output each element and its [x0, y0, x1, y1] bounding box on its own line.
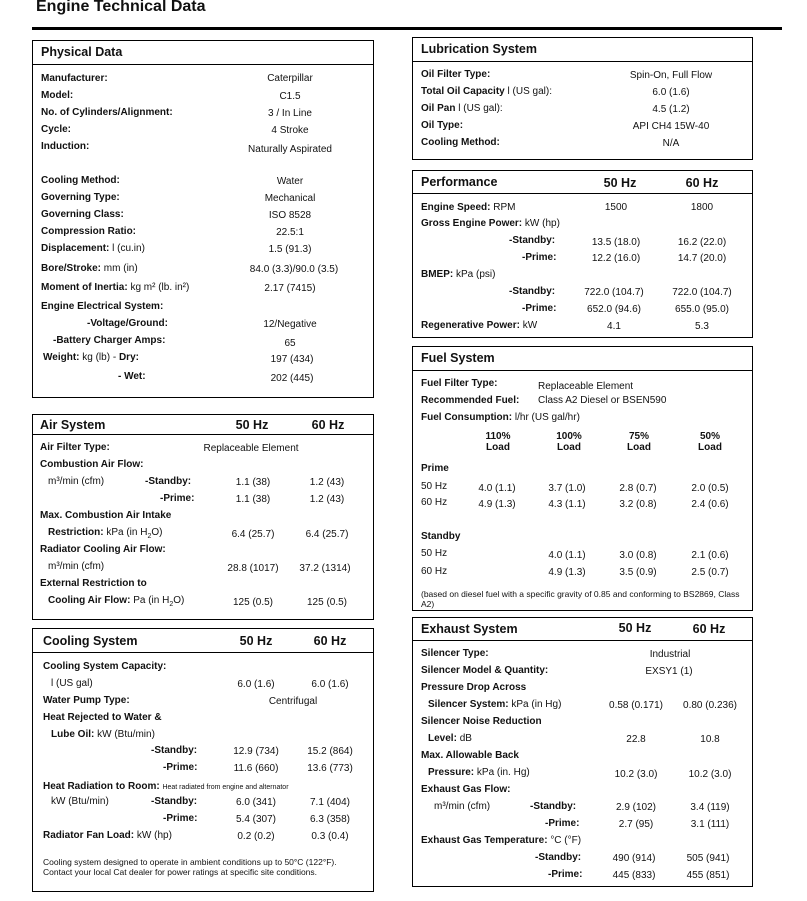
cooling-capacity-label: Cooling System Capacity: — [43, 661, 167, 672]
heat-radiation-unit: kW (Btu/min) — [51, 796, 109, 807]
voltage-ground-value: 12/Negative — [263, 319, 317, 330]
weight-wet-label: - Wet: — [118, 371, 146, 382]
fan-load-label: Radiator Fan Load: kW (hp) — [43, 830, 172, 841]
oil-type-label: Oil Type: — [421, 120, 464, 131]
cycle-label: Cycle: — [41, 124, 72, 135]
temp-prime-label: -Prime: — [548, 869, 583, 880]
fuel-prime-50-75: 2.8 (0.7) — [619, 483, 657, 494]
fuel-prime-label: Prime — [421, 463, 449, 474]
cooling-method-value: Water — [276, 176, 304, 187]
fuel-standby-50-100: 4.0 (1.1) — [548, 550, 586, 561]
engine-speed-50: 1500 — [604, 202, 628, 213]
load-110-label: Load — [486, 442, 510, 453]
page-title: Engine Technical Data — [36, 0, 206, 15]
pressure-drop-label: Pressure Drop Across — [421, 682, 527, 693]
compression-ratio-value: 22.5:1 — [276, 227, 304, 238]
air-filter-label: Air Filter Type: — [40, 442, 110, 453]
max-back-pressure-label: Max. Allowable Back — [421, 750, 519, 761]
radiation-prime-label: -Prime: — [163, 813, 198, 824]
fuel-prime-60hz-label: 60 Hz — [421, 497, 448, 508]
silencer-system-label: Silencer System: kPa (in Hg) — [428, 699, 562, 710]
radiation-standby-50: 6.0 (341) — [235, 797, 277, 808]
exhaust-header-line — [412, 640, 753, 641]
air-standby-label: -Standby: — [145, 476, 192, 487]
perf-60hz-header: 60 Hz — [685, 176, 719, 190]
cooling-note: Cooling system designed to operate in ambient conditions up to 50°C (122°F). Contact your local Cat dealer for power ratings at specific site conditions. — [43, 857, 337, 877]
heat-standby-50: 12.9 (734) — [233, 746, 279, 757]
fuel-standby-label: Standby — [421, 531, 461, 542]
noise-level-60: 10.8 — [700, 734, 720, 745]
heat-prime-label: -Prime: — [163, 762, 198, 773]
load-50-label: Load — [698, 442, 722, 453]
fuel-prime-50hz-label: 50 Hz — [421, 481, 448, 492]
fuel-prime-50-110: 4.0 (1.1) — [478, 483, 516, 494]
bmep-standby-label: -Standby: — [509, 286, 556, 297]
fuel-prime-60-75: 3.2 (0.8) — [619, 499, 657, 510]
radiation-standby-label: -Standby: — [151, 796, 198, 807]
restriction-label: Restriction: kPa (in $H_2O$) — [48, 527, 163, 540]
fuel-prime-50-50: 2.0 (0.5) — [691, 483, 729, 494]
engine-speed-60: 1800 — [690, 202, 714, 213]
silencer-model-label: Silencer Model & Quantity: — [421, 665, 549, 676]
model-value: C1.5 — [279, 91, 301, 102]
recommended-fuel-label: Recommended Fuel: — [421, 395, 520, 406]
engine-speed-label: Engine Speed: RPM — [421, 202, 516, 213]
fuel-note: (based on diesel fuel with a specific gravity of 0.85 and conforming to BS2869, Class A2) — [421, 589, 740, 609]
manufacturer-value: Caterpillar — [267, 73, 313, 84]
displacement-label: Displacement: l (cu.in) — [41, 243, 145, 254]
oil-type-value: API CH4 15W-40 — [632, 121, 710, 132]
battery-charger-label: -Battery Charger Amps: — [53, 335, 166, 346]
heat-prime-50: 11.6 (660) — [233, 763, 279, 774]
heat-prime-60: 13.6 (773) — [307, 763, 353, 774]
air-prime-50: 1.1 (38) — [235, 494, 271, 505]
noise-level-50: 22.8 — [626, 734, 646, 745]
performance-header-line — [412, 193, 753, 194]
cooling-method-label: Cooling Method: — [41, 175, 120, 186]
cooling-capacity-unit: l (US gal) — [51, 678, 93, 689]
perf-50hz-header: 50 Hz — [603, 176, 637, 190]
heat-standby-60: 15.2 (864) — [307, 746, 353, 757]
fuel-standby-60-75: 3.5 (0.9) — [619, 567, 657, 578]
noise-reduction-label: Silencer Noise Reduction — [421, 716, 542, 727]
governing-type-label: Governing Type: — [41, 192, 120, 203]
radiation-prime-60: 6.3 (358) — [309, 814, 351, 825]
total-oil-capacity-label: Total Oil Capacity l (US gal): — [421, 86, 552, 97]
load-100-pct: 100% — [556, 431, 582, 442]
gross-standby-label: -Standby: — [509, 235, 556, 246]
cooling-air-flow-50: 125 (0.5) — [232, 597, 274, 608]
temp-prime-50: 445 (833) — [612, 870, 656, 881]
radiator-air-flow-60: 37.2 (1314) — [299, 563, 351, 574]
load-50-pct: 50% — [699, 431, 721, 442]
gross-prime-60: 14.7 (20.0) — [677, 253, 727, 264]
back-pressure-60: 10.2 (3.0) — [688, 769, 732, 780]
gross-power-label: Gross Engine Power: kW (hp) — [421, 218, 560, 229]
cooling-capacity-60: 6.0 (1.6) — [311, 679, 349, 690]
bmep-prime-label: -Prime: — [522, 303, 557, 314]
induction-label: Induction: — [41, 141, 90, 152]
displacement-value: 1.5 (91.3) — [268, 244, 312, 255]
fan-load-50: 0.2 (0.2) — [237, 831, 275, 842]
oil-pan-value: 4.5 (1.2) — [652, 104, 690, 115]
weight-label: Weight: kg (lb) - Dry: — [43, 352, 139, 363]
compression-ratio-label: Compression Ratio: — [41, 226, 137, 237]
air-standby-50: 1.1 (38) — [235, 477, 271, 488]
fuel-consumption-label: Fuel Consumption: l/hr (US gal/hr) — [421, 412, 580, 423]
cooling-capacity-50: 6.0 (1.6) — [237, 679, 275, 690]
cylinders-value: 3 / In Line — [268, 108, 312, 119]
regen-power-60: 5.3 — [695, 321, 709, 332]
bmep-prime-50: 652.0 (94.6) — [587, 304, 641, 315]
silencer-type-value: Industrial — [649, 649, 691, 660]
model-label: Model: — [41, 90, 74, 101]
gross-prime-label: -Prime: — [522, 252, 557, 263]
bmep-label: BMEP: kPa (psi) — [421, 269, 496, 280]
air-filter-value: Replaceable Element — [203, 443, 299, 454]
back-pressure-label: Pressure: kPa (in. Hg) — [428, 767, 530, 778]
air-50hz-header: 50 Hz — [235, 418, 269, 432]
combustion-air-flow-label: Combustion Air Flow: — [40, 459, 144, 470]
physical-data-header-line — [32, 64, 374, 65]
gas-standby-50: 2.9 (102) — [615, 802, 657, 813]
gross-standby-60: 16.2 (22.0) — [677, 237, 727, 248]
bmep-standby-50: 722.0 (104.7) — [584, 287, 644, 298]
air-system-header-line — [32, 434, 374, 435]
fan-load-60: 0.3 (0.4) — [311, 831, 349, 842]
bore-stroke-label: Bore/Stroke: mm (in) — [41, 263, 138, 274]
performance-title: Performance — [421, 175, 498, 189]
cycle-value: 4 Stroke — [271, 125, 309, 136]
regen-power-50: 4.1 — [607, 321, 621, 332]
physical-data-title: Physical Data — [41, 45, 123, 59]
radiation-standby-60: 7.1 (404) — [309, 797, 351, 808]
title-rule — [32, 27, 782, 30]
water-pump-value: Centrifugal — [268, 696, 318, 707]
weight-wet-value: 202 (445) — [270, 373, 314, 384]
gas-standby-label: -Standby: — [530, 801, 577, 812]
exhaust-60hz-header: 60 Hz — [692, 622, 726, 636]
max-intake-label: Max. Combustion Air Intake — [40, 510, 172, 521]
restriction-60: 6.4 (25.7) — [305, 529, 349, 540]
fuel-standby-60-100: 4.9 (1.3) — [548, 567, 586, 578]
radiator-air-flow-50: 28.8 (1017) — [227, 563, 279, 574]
temp-standby-60: 505 (941) — [686, 853, 730, 864]
oil-filter-value: Spin-On, Full Flow — [629, 70, 713, 81]
cooling-system-header-line — [32, 652, 374, 653]
air-system-title: Air System — [40, 418, 106, 432]
exhaust-50hz-header: 50 Hz — [618, 621, 652, 635]
heat-rejected-label: Heat Rejected to Water & — [43, 712, 162, 723]
fuel-standby-50-50: 2.1 (0.6) — [691, 550, 729, 561]
fuel-system-title: Fuel System — [421, 351, 495, 365]
bmep-prime-60: 655.0 (95.0) — [675, 304, 729, 315]
load-75-label: Load — [627, 442, 651, 453]
fuel-standby-60hz-label: 60 Hz — [421, 566, 448, 577]
water-pump-label: Water Pump Type: — [43, 695, 130, 706]
oil-pan-label: Oil Pan l (US gal): — [421, 103, 503, 114]
lubrication-header-line — [412, 61, 753, 62]
exhaust-gas-flow-label: Exhaust Gas Flow: — [421, 784, 511, 795]
external-restriction-label: External Restriction to — [40, 578, 147, 589]
lube-cooling-method-label: Cooling Method: — [421, 137, 500, 148]
induction-value: Naturally Aspirated — [248, 144, 332, 155]
fuel-filter-value: Replaceable Element — [538, 381, 634, 392]
air-standby-60: 1.2 (43) — [309, 477, 345, 488]
exhaust-gas-flow-unit: m³/min (cfm) — [434, 801, 491, 812]
temp-standby-50: 490 (914) — [612, 853, 656, 864]
radiator-air-flow-unit: m³/min (cfm) — [48, 561, 105, 572]
air-60hz-header: 60 Hz — [311, 418, 345, 432]
silencer-system-50: 0.58 (0.171) — [609, 700, 663, 711]
radiator-air-flow-label: Radiator Cooling Air Flow: — [40, 544, 166, 555]
governing-class-value: ISO 8528 — [268, 210, 312, 221]
voltage-ground-label: -Voltage/Ground: — [87, 318, 168, 329]
temp-prime-60: 455 (851) — [686, 870, 730, 881]
silencer-system-60: 0.80 (0.236) — [683, 700, 737, 711]
load-75-pct: 75% — [628, 431, 650, 442]
silencer-model-value: EXSY1 (1) — [645, 666, 693, 677]
regen-power-label: Regenerative Power: kW — [421, 320, 538, 331]
temp-standby-label: -Standby: — [535, 852, 582, 863]
heat-standby-label: -Standby: — [151, 745, 198, 756]
fuel-filter-label: Fuel Filter Type: — [421, 378, 498, 389]
radiation-prime-50: 5.4 (307) — [235, 814, 277, 825]
exhaust-system-title: Exhaust System — [421, 622, 518, 636]
combustion-air-unit: m³/min (cfm) — [48, 476, 105, 487]
back-pressure-50: 10.2 (3.0) — [614, 769, 658, 780]
noise-level-label: Level: dB — [428, 733, 472, 744]
gross-standby-50: 13.5 (18.0) — [591, 237, 641, 248]
cooling-air-flow-60: 125 (0.5) — [306, 597, 348, 608]
cylinders-label: No. of Cylinders/Alignment: — [41, 107, 173, 118]
fuel-standby-50-75: 3.0 (0.8) — [619, 550, 657, 561]
fuel-prime-60-50: 2.4 (0.6) — [691, 499, 729, 510]
load-100-label: Load — [557, 442, 581, 453]
gas-standby-60: 3.4 (119) — [690, 802, 730, 813]
fuel-standby-50hz-label: 50 Hz — [421, 548, 448, 559]
lube-oil-label: Lube Oil: kW (Btu/min) — [51, 729, 155, 740]
lubrication-title: Lubrication System — [421, 42, 537, 56]
moment-of-inertia-value: 2.17 (7415) — [264, 283, 316, 294]
cooling-system-title: Cooling System — [43, 634, 138, 648]
recommended-fuel-value: Class A2 Diesel or BSEN590 — [538, 395, 667, 406]
cooling-air-flow-label: Cooling Air Flow: Pa (in $H_2O$) — [48, 595, 185, 608]
bmep-standby-60: 722.0 (104.7) — [672, 287, 732, 298]
fuel-prime-60-110: 4.9 (1.3) — [478, 499, 516, 510]
electrical-system-label: Engine Electrical System: — [41, 301, 164, 312]
moment-of-inertia-label: Moment of Inertia: kg m² (lb. in²) — [41, 282, 190, 293]
manufacturer-label: Manufacturer: — [41, 73, 108, 84]
lube-cooling-method-value: N/A — [662, 138, 680, 149]
gas-prime-50: 2.7 (95) — [618, 819, 654, 830]
gas-prime-label: -Prime: — [545, 818, 580, 829]
gross-prime-50: 12.2 (16.0) — [591, 253, 641, 264]
governing-class-label: Governing Class: — [41, 209, 124, 220]
restriction-50: 6.4 (25.7) — [231, 529, 275, 540]
fuel-system-header-line — [412, 370, 753, 371]
fuel-standby-60-50: 2.5 (0.7) — [691, 567, 729, 578]
load-110-pct: 110% — [485, 431, 511, 442]
silencer-type-label: Silencer Type: — [421, 648, 489, 659]
cooling-50hz-header: 50 Hz — [239, 634, 273, 648]
total-oil-capacity-value: 6.0 (1.6) — [652, 87, 690, 98]
exhaust-temp-label: Exhaust Gas Temperature: °C (°F) — [421, 835, 582, 846]
fuel-prime-50-100: 3.7 (1.0) — [548, 483, 586, 494]
bore-stroke-value: 84.0 (3.3)/90.0 (3.5) — [249, 264, 339, 275]
weight-dry-value: 197 (434) — [270, 354, 314, 365]
heat-radiation-label: Heat Radiation to Room: Heat radiated from engine and alternator — [43, 781, 289, 792]
fuel-prime-60-100: 4.3 (1.1) — [548, 499, 586, 510]
air-prime-60: 1.2 (43) — [309, 494, 345, 505]
battery-charger-value: 65 — [284, 338, 296, 349]
gas-prime-60: 3.1 (111) — [690, 819, 730, 830]
governing-type-value: Mechanical — [264, 193, 316, 204]
oil-filter-label: Oil Filter Type: — [421, 69, 491, 80]
air-prime-label: -Prime: — [160, 493, 195, 504]
cooling-60hz-header: 60 Hz — [313, 634, 347, 648]
